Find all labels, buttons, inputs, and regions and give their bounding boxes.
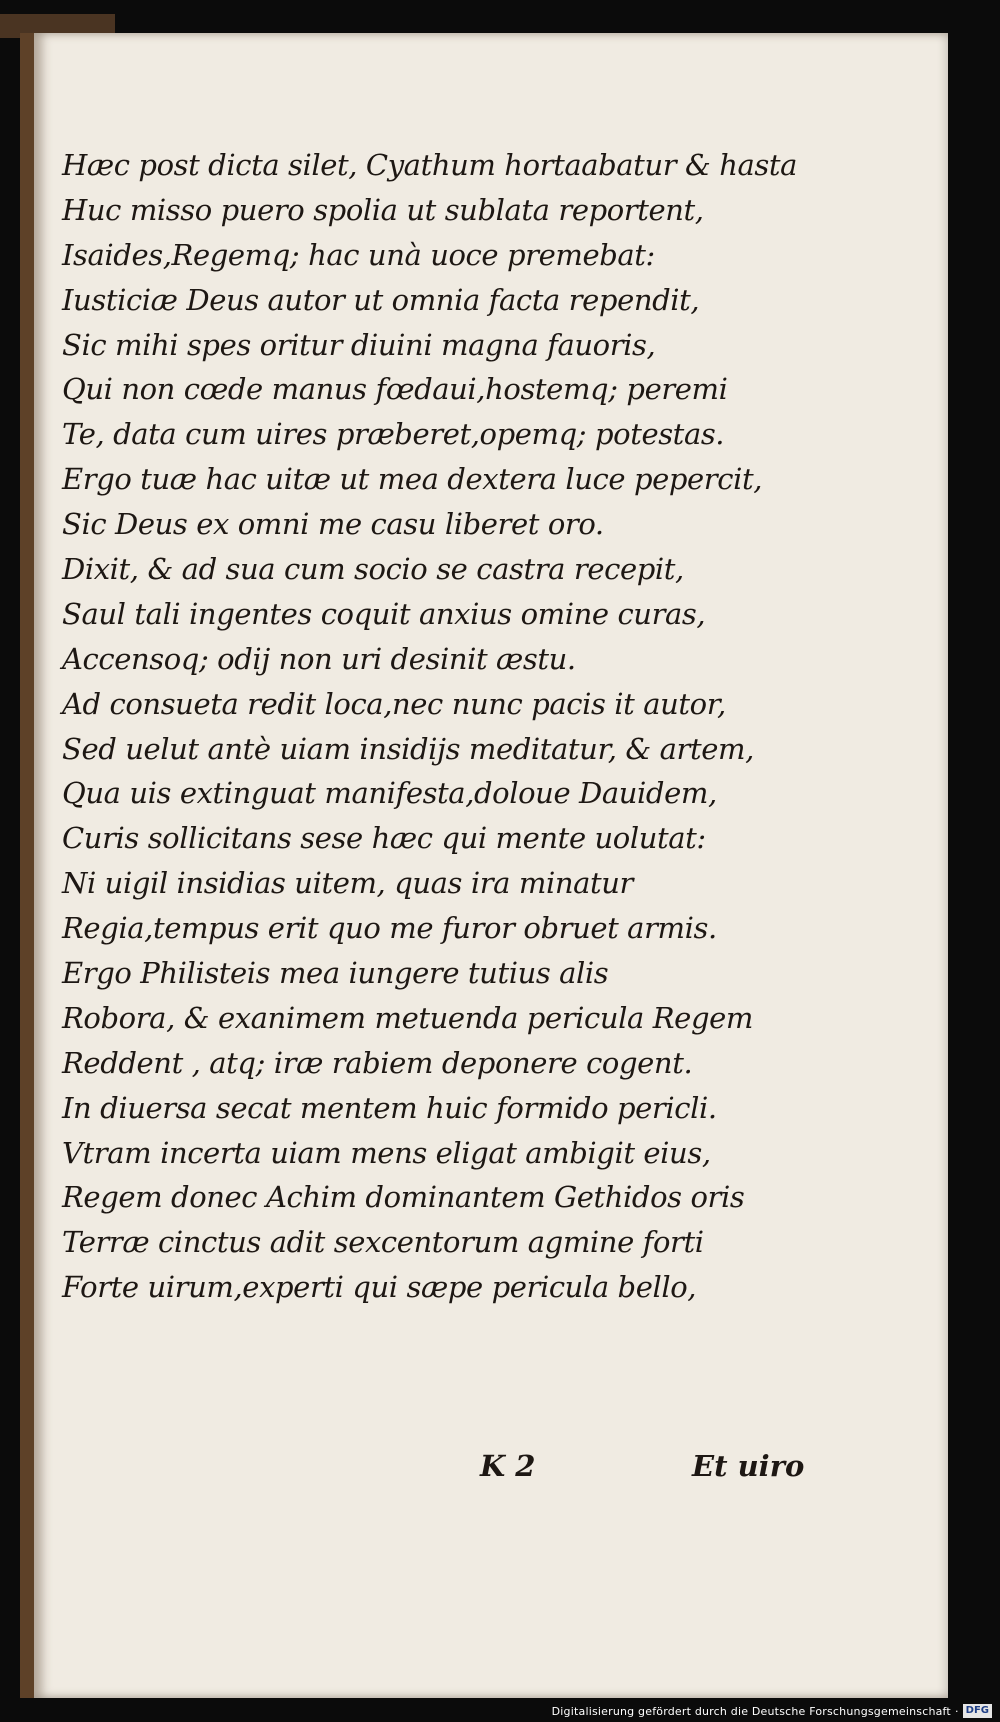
verse-line: Qui non cœde manus fœdaui,hostemq; peremi bbox=[62, 372, 728, 407]
verse-line: Te, data cum uires præberet,opemq; potestas. bbox=[62, 417, 725, 452]
verse-line: Sic Deus ex omni me casu liberet oro. bbox=[62, 507, 604, 542]
verse-line: Terræ cinctus adit sexcentorum agmine forti bbox=[62, 1225, 704, 1260]
credit-separator: · bbox=[954, 1704, 959, 1718]
verse-line: Saul tali ingentes coquit anxius omine curas, bbox=[62, 596, 706, 631]
verse-line: Ergo Philisteis mea iungere tutius alis bbox=[62, 956, 609, 991]
verse-line: Accensoq; odij non uri desinit æstu. bbox=[62, 641, 576, 676]
verse-line: Sic mihi spes oritur diuini magna fauoris, bbox=[62, 327, 656, 362]
verse-line: Huc misso puero spolia ut sublata reportent, bbox=[62, 192, 704, 227]
verse-line: Ad consueta redit loca,nec nunc pacis it autor, bbox=[62, 686, 726, 721]
verse-text-block bbox=[62, 143, 805, 1483]
verse-line: Vtram incerta uiam mens eligat ambigit eius, bbox=[62, 1135, 711, 1170]
verse-line: Reddent , atq; iræ rabiem deponere cogent. bbox=[62, 1045, 693, 1080]
credit-text: Digitalisierung gefördert durch die Deutsche Forschungsgemeinschaft bbox=[551, 1704, 951, 1718]
verse-line: Curis sollicitans sese hæc qui mente uolutat: bbox=[62, 821, 706, 856]
verse-line: Iusticiæ Deus autor ut omnia facta rependit, bbox=[62, 282, 700, 317]
verse-line: Forte uirum,experti qui sæpe pericula bello, bbox=[62, 1270, 697, 1305]
verse-line: Hæc post dicta silet, Cyathum hortaabatur & hasta bbox=[62, 148, 798, 182]
verse-line: Ergo tuæ hac uitæ ut mea dextera luce pepercit, bbox=[62, 462, 763, 497]
verse-line: Sed uelut antè uiam insidijs meditatur, & artem, bbox=[62, 731, 754, 766]
verse-line: Qua uis extinguat manifesta,doloue Dauidem, bbox=[62, 776, 717, 811]
book-page bbox=[20, 33, 948, 1698]
signature-mark: K 2 bbox=[480, 1449, 536, 1483]
verse-line: Ni uigil insidias uitem, quas ira minatur bbox=[62, 866, 634, 901]
verse-line: Robora, & exanimem metuenda pericula Regem bbox=[62, 1000, 753, 1035]
verse-line: Regem donec Achim dominantem Gethidos oris bbox=[62, 1180, 745, 1215]
verse-line: Isaides,Regemq; hac unà uoce premebat: bbox=[62, 237, 655, 272]
catchword: Et uiro bbox=[692, 1449, 805, 1483]
verse-line: Dixit, & ad sua cum socio se castra recepit, bbox=[62, 552, 684, 587]
dfg-logo-icon: DFG bbox=[963, 1704, 992, 1718]
page-footer bbox=[62, 1449, 962, 1499]
digitization-credit bbox=[552, 1704, 992, 1718]
verse-line: Regia,tempus erit quo me furor obruet armis. bbox=[62, 911, 717, 946]
verse-line: In diuersa secat mentem huic formido pericli. bbox=[62, 1090, 717, 1125]
